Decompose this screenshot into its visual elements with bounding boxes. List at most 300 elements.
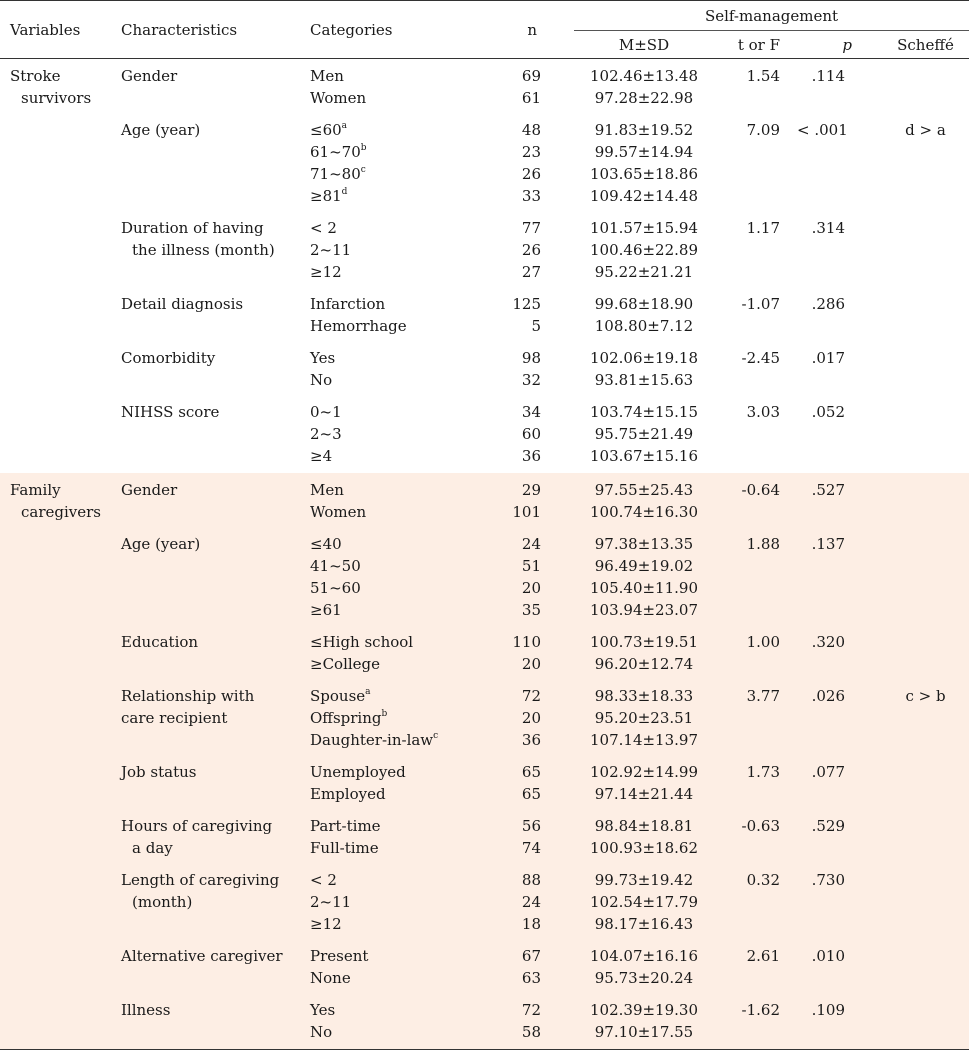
variable-label: survivors: [21, 89, 92, 107]
scheffe-value: [882, 533, 969, 555]
n-cell: [470, 213, 574, 289]
category-label: Daughter-in-law: [310, 731, 434, 749]
category-label: ≤40: [310, 535, 342, 553]
msd-value: 97.55±25.43: [594, 481, 694, 499]
p-cell: [797, 289, 882, 343]
category-entry: [310, 729, 470, 751]
characteristic-label: Age (year): [121, 535, 201, 553]
category-label: ≥12: [310, 915, 342, 933]
n-value: 5: [531, 317, 541, 335]
p-value: < .001: [797, 121, 848, 139]
characteristic-cell: [121, 397, 310, 473]
category-label: Hemorrhage: [310, 317, 407, 335]
scheffe-value: [882, 479, 969, 501]
msd-value: 95.73±20.24: [594, 969, 694, 987]
t-or-f-cell: [714, 213, 797, 289]
t-or-f-cell: [714, 289, 797, 343]
characteristic-cell: [121, 811, 310, 865]
characteristic-label: Gender: [121, 67, 178, 85]
category-entry: [310, 869, 470, 891]
msd-cell: [574, 941, 714, 995]
category-cell: [310, 213, 470, 289]
variable-label: Family: [10, 481, 61, 499]
p-value: .314: [811, 219, 845, 237]
n-cell: [470, 473, 574, 529]
n-value: 20: [521, 579, 541, 597]
variable-cell: [0, 529, 121, 627]
variable-cell: [0, 627, 121, 681]
category-label: ≥81: [310, 187, 342, 205]
msd-value: 98.17±16.43: [594, 915, 694, 933]
t-or-f-cell: [714, 757, 797, 811]
n-value: 34: [521, 403, 541, 421]
n-cell: [470, 343, 574, 397]
msd-value: 97.38±13.35: [594, 535, 694, 553]
scheffe-value: [882, 631, 969, 653]
characteristic-label: a day: [132, 839, 173, 857]
msd-value: 104.07±16.16: [590, 947, 698, 965]
n-cell: [470, 811, 574, 865]
t-or-f-value: 1.00: [746, 633, 780, 651]
scheffe-cell: [882, 397, 969, 473]
msd-cell: [574, 995, 714, 1050]
msd-cell: [574, 757, 714, 811]
msd-cell: [574, 343, 714, 397]
n-value: 24: [521, 893, 541, 911]
variable-cell: [0, 865, 121, 941]
category-entry: [310, 239, 470, 261]
category-cell: [310, 59, 470, 116]
p-value: .529: [811, 817, 845, 835]
n-value: 98: [521, 349, 541, 367]
n-value: 60: [521, 425, 541, 443]
header-msd: M±SD: [574, 31, 714, 59]
category-label: Spouse: [310, 687, 366, 705]
characteristic-cell: [121, 757, 310, 811]
scheffe-value: [882, 999, 969, 1021]
characteristic-label: Education: [121, 633, 199, 651]
category-superscript: c: [360, 165, 366, 175]
p-value: .286: [811, 295, 845, 313]
scheffe-value: [882, 945, 969, 967]
scheffe-value: [882, 347, 969, 369]
scheffe-cell: [882, 213, 969, 289]
p-value: .109: [811, 1001, 845, 1019]
msd-value: 109.42±14.48: [590, 187, 698, 205]
n-value: 33: [521, 187, 541, 205]
scheffe-cell: [882, 995, 969, 1050]
characteristic-label: care recipient: [121, 709, 228, 727]
variable-cell: [0, 343, 121, 397]
n-value: 26: [521, 165, 541, 183]
n-cell: [470, 995, 574, 1050]
t-or-f-cell: [714, 681, 797, 757]
p-cell: [797, 397, 882, 473]
header-self-management: Self-management: [574, 1, 969, 31]
msd-cell: [574, 681, 714, 757]
msd-cell: [574, 473, 714, 529]
n-cell: [470, 941, 574, 995]
n-value: 125: [512, 295, 541, 313]
category-cell: [310, 811, 470, 865]
n-value: 74: [521, 839, 541, 857]
n-value: 32: [521, 371, 541, 389]
msd-value: 97.28±22.98: [594, 89, 694, 107]
category-superscript: a: [341, 121, 348, 131]
scheffe-cell: [882, 289, 969, 343]
characteristic-label: NIHSS score: [121, 403, 220, 421]
n-value: 35: [521, 601, 541, 619]
scheffe-value: [882, 293, 969, 315]
msd-cell: [574, 529, 714, 627]
category-entry: [310, 555, 470, 577]
category-label: ≥61: [310, 601, 342, 619]
scheffe-cell: [882, 627, 969, 681]
category-cell: [310, 289, 470, 343]
header-n: n: [470, 1, 574, 59]
n-cell: [470, 681, 574, 757]
t-or-f-value: -1.07: [741, 295, 780, 313]
category-label: 61~70: [310, 143, 361, 161]
scheffe-cell: [882, 473, 969, 529]
n-cell: [470, 627, 574, 681]
category-entry: [310, 369, 470, 391]
p-value: .730: [811, 871, 845, 889]
characteristic-label: Duration of having: [121, 219, 264, 237]
category-entry: [310, 685, 470, 707]
table-row: [0, 213, 969, 289]
variable-label: caregivers: [21, 503, 102, 521]
category-entry: [310, 479, 470, 501]
scheffe-cell: [882, 681, 969, 757]
characteristic-cell: [121, 529, 310, 627]
category-cell: [310, 941, 470, 995]
scheffe-value: d > a: [905, 121, 946, 139]
p-cell: [797, 473, 882, 529]
scheffe-value: [882, 815, 969, 837]
msd-value: 98.84±18.81: [594, 817, 694, 835]
header-p: p: [797, 31, 882, 59]
scheffe-value: [882, 217, 969, 239]
scheffe-cell: [882, 757, 969, 811]
category-cell: [310, 397, 470, 473]
n-value: 24: [521, 535, 541, 553]
msd-cell: [574, 627, 714, 681]
category-cell: [310, 865, 470, 941]
category-label: Infarction: [310, 295, 386, 313]
category-label: Part-time: [310, 817, 381, 835]
n-value: 88: [521, 871, 541, 889]
category-entry: [310, 999, 470, 1021]
t-or-f-value: 2.61: [746, 947, 780, 965]
category-label: Men: [310, 481, 344, 499]
t-or-f-value: 7.09: [746, 121, 780, 139]
table-row: [0, 811, 969, 865]
characteristic-cell: [121, 289, 310, 343]
characteristic-cell: [121, 681, 310, 757]
category-entry: [310, 217, 470, 239]
t-or-f-cell: [714, 397, 797, 473]
msd-cell: [574, 115, 714, 213]
n-value: 56: [521, 817, 541, 835]
category-cell: [310, 681, 470, 757]
table-row: [0, 865, 969, 941]
p-cell: [797, 865, 882, 941]
header-t-or-f: t or F: [714, 31, 797, 59]
category-entry: [310, 913, 470, 935]
variable-cell: [0, 397, 121, 473]
t-or-f-cell: [714, 473, 797, 529]
table-row: [0, 941, 969, 995]
table-row: [0, 397, 969, 473]
msd-value: 97.10±17.55: [594, 1023, 694, 1041]
category-label: None: [310, 969, 351, 987]
msd-value: 98.33±18.33: [594, 687, 694, 705]
n-value: 72: [521, 687, 541, 705]
characteristic-label: Alternative caregiver: [121, 947, 283, 965]
msd-value: 105.40±11.90: [590, 579, 698, 597]
n-value: 36: [521, 447, 541, 465]
category-label: 2~11: [310, 893, 352, 911]
table-row: [0, 289, 969, 343]
msd-cell: [574, 397, 714, 473]
category-entry: [310, 65, 470, 87]
n-value: 20: [521, 709, 541, 727]
msd-value: 95.75±21.49: [594, 425, 694, 443]
characteristic-cell: [121, 941, 310, 995]
category-superscript: c: [433, 731, 439, 741]
variable-cell: [0, 115, 121, 213]
msd-value: 96.20±12.74: [594, 655, 694, 673]
p-value: .114: [811, 67, 845, 85]
category-entry: [310, 599, 470, 621]
scheffe-value: c > b: [905, 687, 946, 705]
category-entry: [310, 707, 470, 729]
category-label: Full-time: [310, 839, 379, 857]
characteristic-label: Relationship with: [121, 687, 255, 705]
msd-value: 102.54±17.79: [590, 893, 698, 911]
category-cell: [310, 529, 470, 627]
n-cell: [470, 529, 574, 627]
t-or-f-value: 3.77: [746, 687, 780, 705]
category-cell: [310, 757, 470, 811]
category-entry: [310, 423, 470, 445]
msd-value: 107.14±13.97: [590, 731, 698, 749]
msd-value: 103.67±15.16: [590, 447, 698, 465]
category-label: Yes: [310, 1001, 336, 1019]
header-scheffe: Scheffé: [882, 31, 969, 59]
scheffe-cell: [882, 59, 969, 116]
msd-value: 102.92±14.99: [590, 763, 698, 781]
category-label: ≤60: [310, 121, 342, 139]
variable-cell: [0, 213, 121, 289]
msd-value: 95.22±21.21: [594, 263, 694, 281]
category-label: Offspring: [310, 709, 382, 727]
msd-value: 97.14±21.44: [594, 785, 694, 803]
t-or-f-cell: [714, 811, 797, 865]
p-cell: [797, 213, 882, 289]
t-or-f-value: -0.64: [741, 481, 780, 499]
variable-cell: [0, 757, 121, 811]
msd-value: 99.73±19.42: [594, 871, 694, 889]
category-label: 41~50: [310, 557, 361, 575]
n-value: 61: [521, 89, 541, 107]
header-characteristics: Characteristics: [121, 1, 310, 59]
scheffe-value: [882, 401, 969, 423]
n-value: 51: [521, 557, 541, 575]
msd-value: 102.39±19.30: [590, 1001, 698, 1019]
table-row: [0, 473, 969, 529]
n-value: 26: [521, 241, 541, 259]
msd-value: 100.93±18.62: [590, 839, 698, 857]
category-superscript: b: [381, 709, 388, 719]
t-or-f-value: -1.62: [741, 1001, 780, 1019]
msd-cell: [574, 59, 714, 116]
characteristic-label: the illness (month): [132, 241, 275, 259]
characteristic-cell: [121, 627, 310, 681]
category-cell: [310, 627, 470, 681]
table-row: [0, 757, 969, 811]
category-label: 71~80: [310, 165, 361, 183]
scheffe-cell: [882, 115, 969, 213]
p-cell: [797, 941, 882, 995]
n-value: 72: [521, 1001, 541, 1019]
n-value: 29: [521, 481, 541, 499]
variable-cell: [0, 473, 121, 529]
msd-value: 103.65±18.86: [590, 165, 698, 183]
scheffe-cell: [882, 811, 969, 865]
category-label: ≥College: [310, 655, 381, 673]
table-row: [0, 343, 969, 397]
n-value: 58: [521, 1023, 541, 1041]
characteristic-cell: [121, 865, 310, 941]
n-value: 36: [521, 731, 541, 749]
category-label: No: [310, 371, 333, 389]
category-superscript: a: [365, 687, 371, 697]
category-label: Women: [310, 503, 367, 521]
scheffe-value: [882, 65, 969, 87]
table-row: [0, 995, 969, 1050]
category-entry: [310, 815, 470, 837]
n-cell: [470, 865, 574, 941]
scheffe-cell: [882, 865, 969, 941]
category-entry: [310, 501, 470, 523]
category-label: 2~11: [310, 241, 352, 259]
category-entry: [310, 401, 470, 423]
characteristic-label: Illness: [121, 1001, 171, 1019]
category-entry: [310, 533, 470, 555]
category-entry: [310, 631, 470, 653]
category-cell: [310, 995, 470, 1050]
category-label: 0~1: [310, 403, 342, 421]
t-or-f-value: 3.03: [746, 403, 780, 421]
msd-cell: [574, 213, 714, 289]
t-or-f-value: 1.54: [746, 67, 780, 85]
t-or-f-cell: [714, 627, 797, 681]
msd-value: 99.68±18.90: [594, 295, 694, 313]
n-cell: [470, 757, 574, 811]
p-cell: [797, 681, 882, 757]
characteristic-label: Job status: [121, 763, 197, 781]
msd-value: 103.74±15.15: [590, 403, 698, 421]
p-value: .017: [811, 349, 845, 367]
category-superscript: b: [360, 143, 367, 153]
category-entry: [310, 445, 470, 467]
category-label: Present: [310, 947, 369, 965]
t-or-f-cell: [714, 59, 797, 116]
n-value: 27: [521, 263, 541, 281]
category-cell: [310, 115, 470, 213]
variable-cell: [0, 289, 121, 343]
category-entry: [310, 1021, 470, 1043]
category-entry: [310, 783, 470, 805]
category-entry: [310, 293, 470, 315]
characteristic-label: Gender: [121, 481, 178, 499]
msd-value: 103.94±23.07: [590, 601, 698, 619]
n-value: 101: [512, 503, 541, 521]
n-value: 65: [521, 785, 541, 803]
variable-cell: [0, 995, 121, 1050]
characteristic-label: Age (year): [121, 121, 201, 139]
category-entry: [310, 837, 470, 859]
category-label: ≤High school: [310, 633, 414, 651]
variable-cell: [0, 681, 121, 757]
t-or-f-value: 1.88: [746, 535, 780, 553]
table-row: [0, 681, 969, 757]
category-label: Men: [310, 67, 344, 85]
variable-cell: [0, 811, 121, 865]
category-entry: [310, 185, 470, 207]
msd-cell: [574, 865, 714, 941]
category-superscript: d: [341, 187, 348, 197]
category-entry: [310, 315, 470, 337]
category-entry: [310, 761, 470, 783]
t-or-f-cell: [714, 865, 797, 941]
category-label: Employed: [310, 785, 386, 803]
t-or-f-cell: [714, 343, 797, 397]
msd-value: 100.46±22.89: [590, 241, 698, 259]
n-cell: [470, 289, 574, 343]
category-entry: [310, 891, 470, 913]
p-value: .052: [811, 403, 845, 421]
variable-cell: [0, 59, 121, 116]
n-value: 23: [521, 143, 541, 161]
header-categories: Categories: [310, 1, 470, 59]
n-cell: [470, 59, 574, 116]
category-entry: [310, 141, 470, 163]
n-value: 77: [521, 219, 541, 237]
scheffe-cell: [882, 343, 969, 397]
table-row: [0, 627, 969, 681]
p-cell: [797, 343, 882, 397]
n-value: 65: [521, 763, 541, 781]
msd-value: 101.57±15.94: [590, 219, 698, 237]
n-value: 48: [521, 121, 541, 139]
characteristic-label: Length of caregiving: [121, 871, 280, 889]
category-entry: [310, 163, 470, 185]
msd-value: 100.74±16.30: [590, 503, 698, 521]
msd-value: 99.57±14.94: [594, 143, 694, 161]
category-label: 51~60: [310, 579, 361, 597]
characteristic-cell: [121, 995, 310, 1050]
n-value: 69: [521, 67, 541, 85]
t-or-f-value: 1.17: [746, 219, 780, 237]
p-cell: [797, 529, 882, 627]
scheffe-value: [882, 869, 969, 891]
msd-value: 100.73±19.51: [590, 633, 698, 651]
p-value: .077: [811, 763, 845, 781]
msd-value: 102.46±13.48: [590, 67, 698, 85]
